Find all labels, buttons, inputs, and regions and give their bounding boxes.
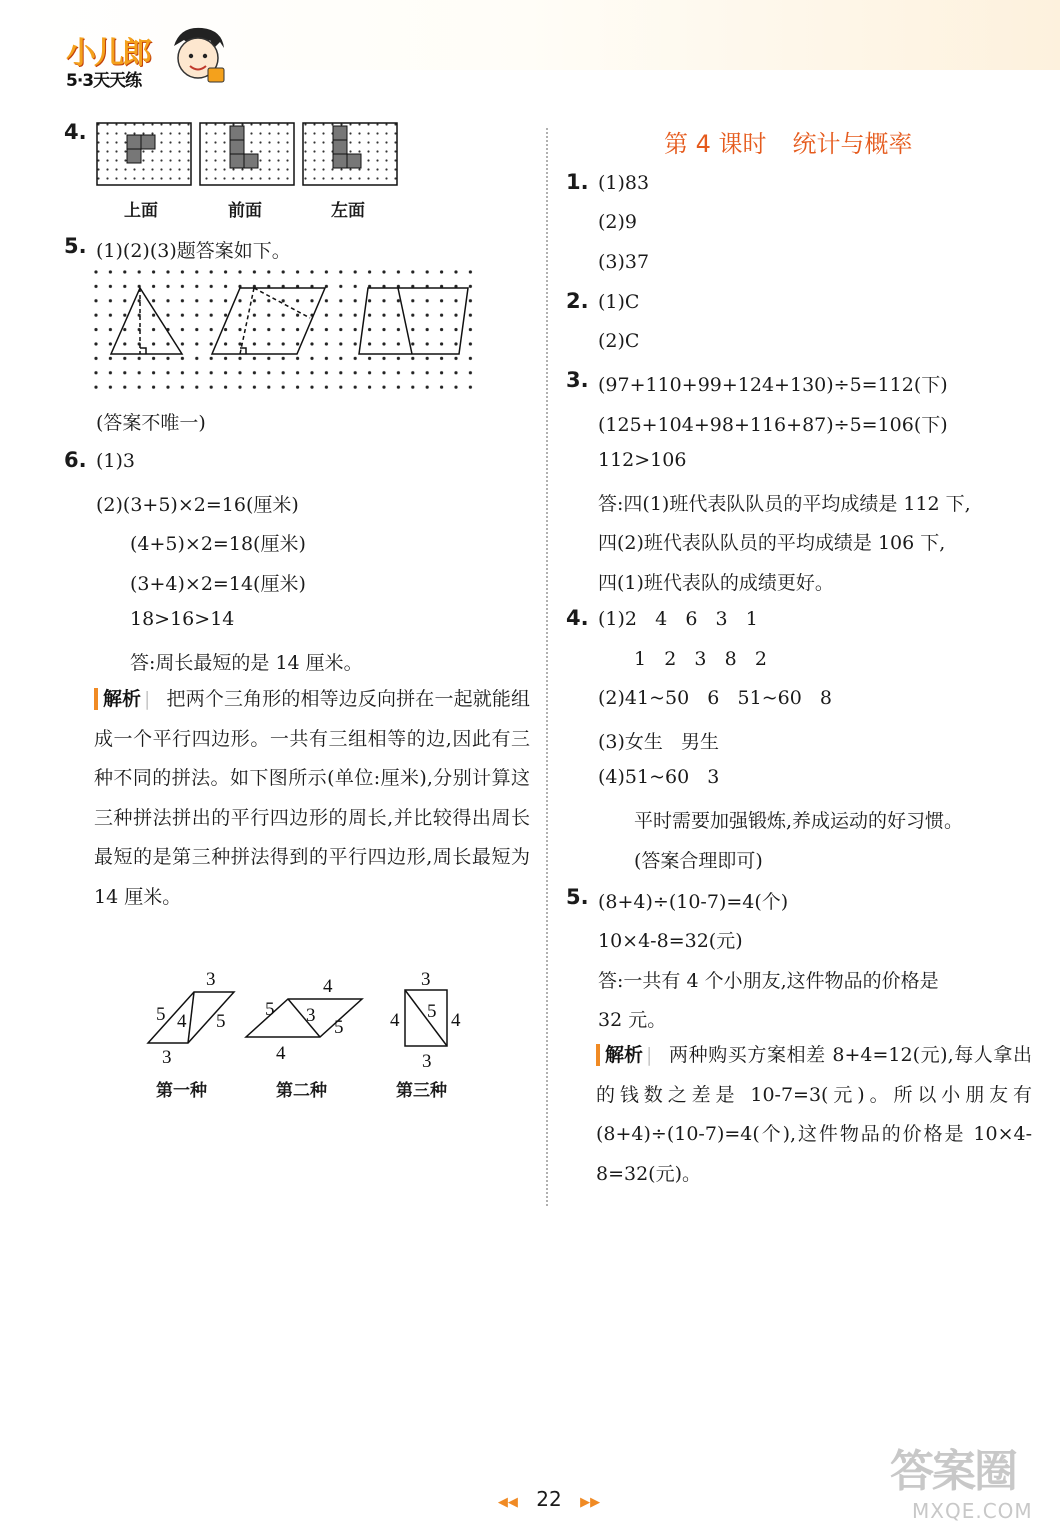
right-analysis-text: 两种购买方案相差 8+4=12(元),每人拿出的钱数之差是 10-7=3(元)。所以小朋友有(8+4)÷(10-7)=4(个),这件物品的价格是 10×4-8=32(元)。 (596, 1044, 1032, 1185)
prev-arrows-icon: ◀◀ (497, 1495, 518, 1510)
fig3-label-mid: 5 (427, 1001, 437, 1022)
r-q4-number: 4. (566, 606, 589, 630)
r-q5-line-1: (8+4)÷(10-7)=4(个) (598, 891, 789, 913)
r-q3-line-3: 112>106 (598, 449, 687, 471)
r-q4-line-4: (3)女生 男生 (598, 731, 720, 753)
q6-answer: 答:周长最短的是 14 厘米。 (130, 652, 363, 674)
fig1-label-top: 3 (206, 969, 216, 990)
r-q1-line-3: (3)37 (598, 251, 650, 273)
label-left-view: 左面 (331, 201, 365, 221)
r-q3-line-2: (125+104+98+116+87)÷5=106(下) (598, 414, 948, 436)
r-q2-line-2: (2)C (598, 330, 640, 352)
watermark-site: MXQE.COM (912, 1499, 1033, 1523)
fig2-label-bottom: 4 (276, 1043, 286, 1064)
r-q4-line-2: 1 2 3 8 2 (634, 648, 767, 670)
fig3-label-left: 4 (390, 1010, 400, 1031)
q5-note: (答案不唯一) (96, 412, 206, 434)
brand-logo (62, 24, 232, 96)
lesson-topic: 统计与概率 (792, 130, 913, 158)
top-view (97, 123, 191, 185)
next-arrows-icon: ▶▶ (580, 1495, 601, 1510)
q5-number: 5. (64, 234, 87, 258)
q4-number: 4. (64, 120, 87, 144)
r-q5-number: 5. (566, 885, 589, 909)
q5-dot-grid-figure (92, 268, 477, 398)
watermark (890, 1435, 1033, 1523)
r-q4-line-3: (2)41~50 6 51~60 8 (598, 687, 832, 709)
fig2-label-left: 5 (265, 999, 275, 1020)
fig2-label-right: 5 (334, 1017, 344, 1038)
right-analysis (596, 1036, 1032, 1194)
page-footer (484, 1487, 614, 1511)
front-view (200, 123, 294, 185)
label-top-view: 上面 (124, 201, 158, 221)
q6-number: 6. (64, 448, 87, 472)
lesson-number: 第 4 课时 (664, 130, 767, 158)
logo-subtitle: 5·3天天练 (66, 71, 142, 91)
fig-label-first: 第一种 (156, 1081, 207, 1101)
q5-intro: (1)(2)(3)题答案如下。 (96, 240, 291, 262)
fig1-label-right: 5 (216, 1011, 226, 1032)
fig1-label-mid: 4 (177, 1011, 187, 1032)
r-q4-line-5: (4)51~60 3 (598, 766, 720, 788)
q6-line-2: (2)(3+5)×2=16(厘米) (96, 494, 299, 516)
fig3-label-right: 4 (451, 1010, 461, 1031)
fig1-label-left: 5 (156, 1004, 166, 1025)
r-q1-line-1: (1)83 (598, 172, 650, 194)
label-front-view: 前面 (228, 201, 262, 221)
r-q3-line-4: 答:四(1)班代表队队员的平均成绩是 112 下, (598, 493, 971, 515)
left-analysis (94, 680, 530, 917)
analysis-tag: 解析 | (94, 688, 150, 710)
fig-label-third: 第三种 (396, 1081, 447, 1101)
r-q5-line-3: 答:一共有 4 个小朋友,这件物品的价格是 (598, 970, 939, 992)
r-q3-line-1: (97+110+99+124+130)÷5=112(下) (598, 374, 948, 396)
watermark-main: 答案圈 (890, 1446, 1016, 1497)
fig3-label-bottom: 3 (422, 1051, 432, 1072)
left-analysis-text: 把两个三角形的相等边反向拼在一起就能组成一个平行四边形。一共有三组相等的边,因此有三种不同的拼法。如下图所示(单位:厘米),分别计算这三种拼法拼出的平行四边形的周长,并比较得出周长最短的是第三种拼法得到的平行四边形,周长最短为 14 厘米。 (94, 688, 530, 908)
page-number: 22 (536, 1487, 562, 1511)
lesson-title (664, 124, 939, 159)
q4-views-figure (94, 120, 404, 190)
r-q1-number: 1. (566, 170, 589, 194)
parallelogram-figures (140, 965, 480, 1077)
q6-line-1: (1)3 (96, 450, 136, 472)
fig1-label-bottom: 3 (162, 1047, 172, 1068)
r-q3-line-5: 四(2)班代表队队员的平均成绩是 106 下, (598, 532, 946, 554)
column-divider (546, 128, 548, 1206)
analysis-tag-right: 解析 | (596, 1044, 652, 1066)
fig2-label-mid: 3 (306, 1005, 316, 1026)
r-q4-line-1: (1)2 4 6 3 1 (598, 608, 758, 630)
q6-line-5: 18>16>14 (130, 608, 235, 630)
fig3-label-top: 3 (421, 969, 431, 990)
r-q3-number: 3. (566, 368, 589, 392)
q6-line-4: (3+4)×2=14(厘米) (130, 573, 306, 595)
r-q4-line-7: (答案合理即可) (634, 850, 763, 872)
r-q5-line-2: 10×4-8=32(元) (598, 930, 743, 952)
left-view (303, 123, 397, 185)
r-q1-line-2: (2)9 (598, 211, 638, 233)
fig2-label-top: 4 (323, 976, 333, 997)
q6-line-3: (4+5)×2=18(厘米) (130, 533, 306, 555)
r-q2-number: 2. (566, 289, 589, 313)
r-q2-line-1: (1)C (598, 291, 640, 313)
logo-title: 小儿郎 (66, 36, 150, 71)
r-q3-line-6: 四(1)班代表队的成绩更好。 (598, 572, 834, 594)
r-q5-line-4: 32 元。 (598, 1009, 667, 1031)
fig-label-second: 第二种 (276, 1081, 327, 1101)
boy-mascot-icon (162, 24, 232, 86)
r-q4-line-6: 平时需要加强锻炼,养成运动的好习惯。 (634, 810, 964, 832)
